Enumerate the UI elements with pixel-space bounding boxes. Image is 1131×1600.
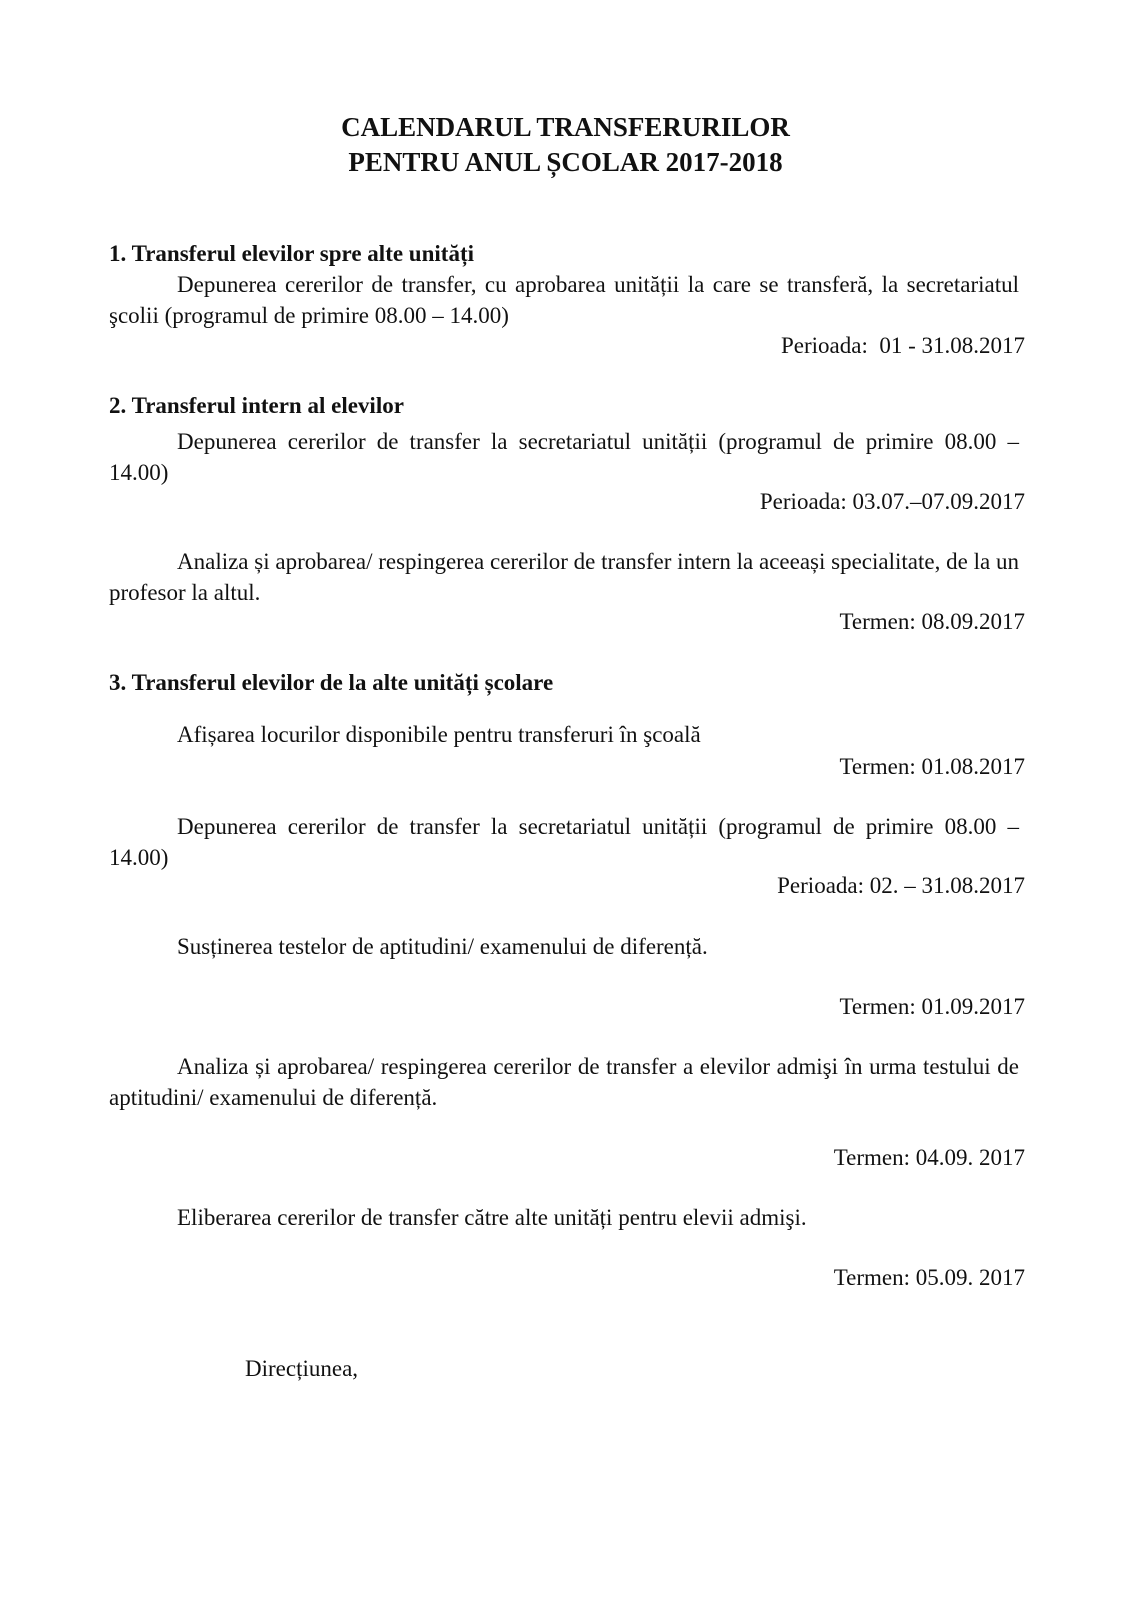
section-2-item-1-date: Perioada: 03.07.–07.09.2017	[759, 489, 1025, 514]
section-3-item-1-text: Afișarea locurilor disponibile pentru transferuri în şcoală	[177, 722, 701, 747]
section-3-item-4-text: Analiza și aprobarea/ respingerea cererilor de transfer a elevilor admişi în urma testului de aptitudini/ examenului de diferență.	[109, 1054, 1019, 1110]
section-3-item-5-date: Termen: 05.09. 2017	[833, 1265, 1025, 1290]
section-1-item-1-date: Perioada: 01 - 31.08.2017	[780, 333, 1025, 358]
section-3-item-3-text: Susținerea testelor de aptitudini/ examenului de diferență.	[177, 934, 708, 959]
section-3-item-2-text: Depunerea cererilor de transfer la secretariatul unității (programul de primire 08.00 – 14.00)	[109, 814, 1019, 870]
document-title-line-2: PENTRU ANUL ȘCOLAR 2017-2018	[348, 147, 783, 177]
section-2-heading: 2. Transferul intern al elevilor	[109, 393, 404, 418]
section-3-item-3-date: Termen: 01.09.2017	[839, 994, 1025, 1019]
document-title-line-1: CALENDARUL TRANSFERURILOR	[341, 112, 790, 142]
section-1-item-1-text: Depunerea cererilor de transfer, cu aprobarea unității la care se transferă, la secretariatul şcolii (programul de primire 08.00 – 14.00)	[109, 272, 1019, 328]
signature-label: Direcțiunea,	[245, 1356, 359, 1381]
section-1-heading: 1. Transferul elevilor spre alte unități	[109, 241, 474, 266]
section-3-item-5-text: Eliberarea cererilor de transfer către alte unități pentru elevii admişi.	[177, 1205, 807, 1230]
section-3-item-2-date: Perioada: 02. – 31.08.2017	[777, 873, 1025, 898]
section-3-heading: 3. Transferul elevilor de la alte unități școlare	[109, 670, 554, 695]
section-2-item-2-text: Analiza și aprobarea/ respingerea cererilor de transfer intern la aceeași specialitate, de la un profesor la altul.	[109, 549, 1019, 605]
section-3-item-4-date: Termen: 04.09. 2017	[833, 1145, 1025, 1170]
section-2-item-1-text: Depunerea cererilor de transfer la secretariatul unității (programul de primire 08.00 – 14.00)	[109, 429, 1019, 485]
section-2-item-2-date: Termen: 08.09.2017	[839, 609, 1025, 634]
section-3-item-1-date: Termen: 01.08.2017	[839, 754, 1025, 779]
